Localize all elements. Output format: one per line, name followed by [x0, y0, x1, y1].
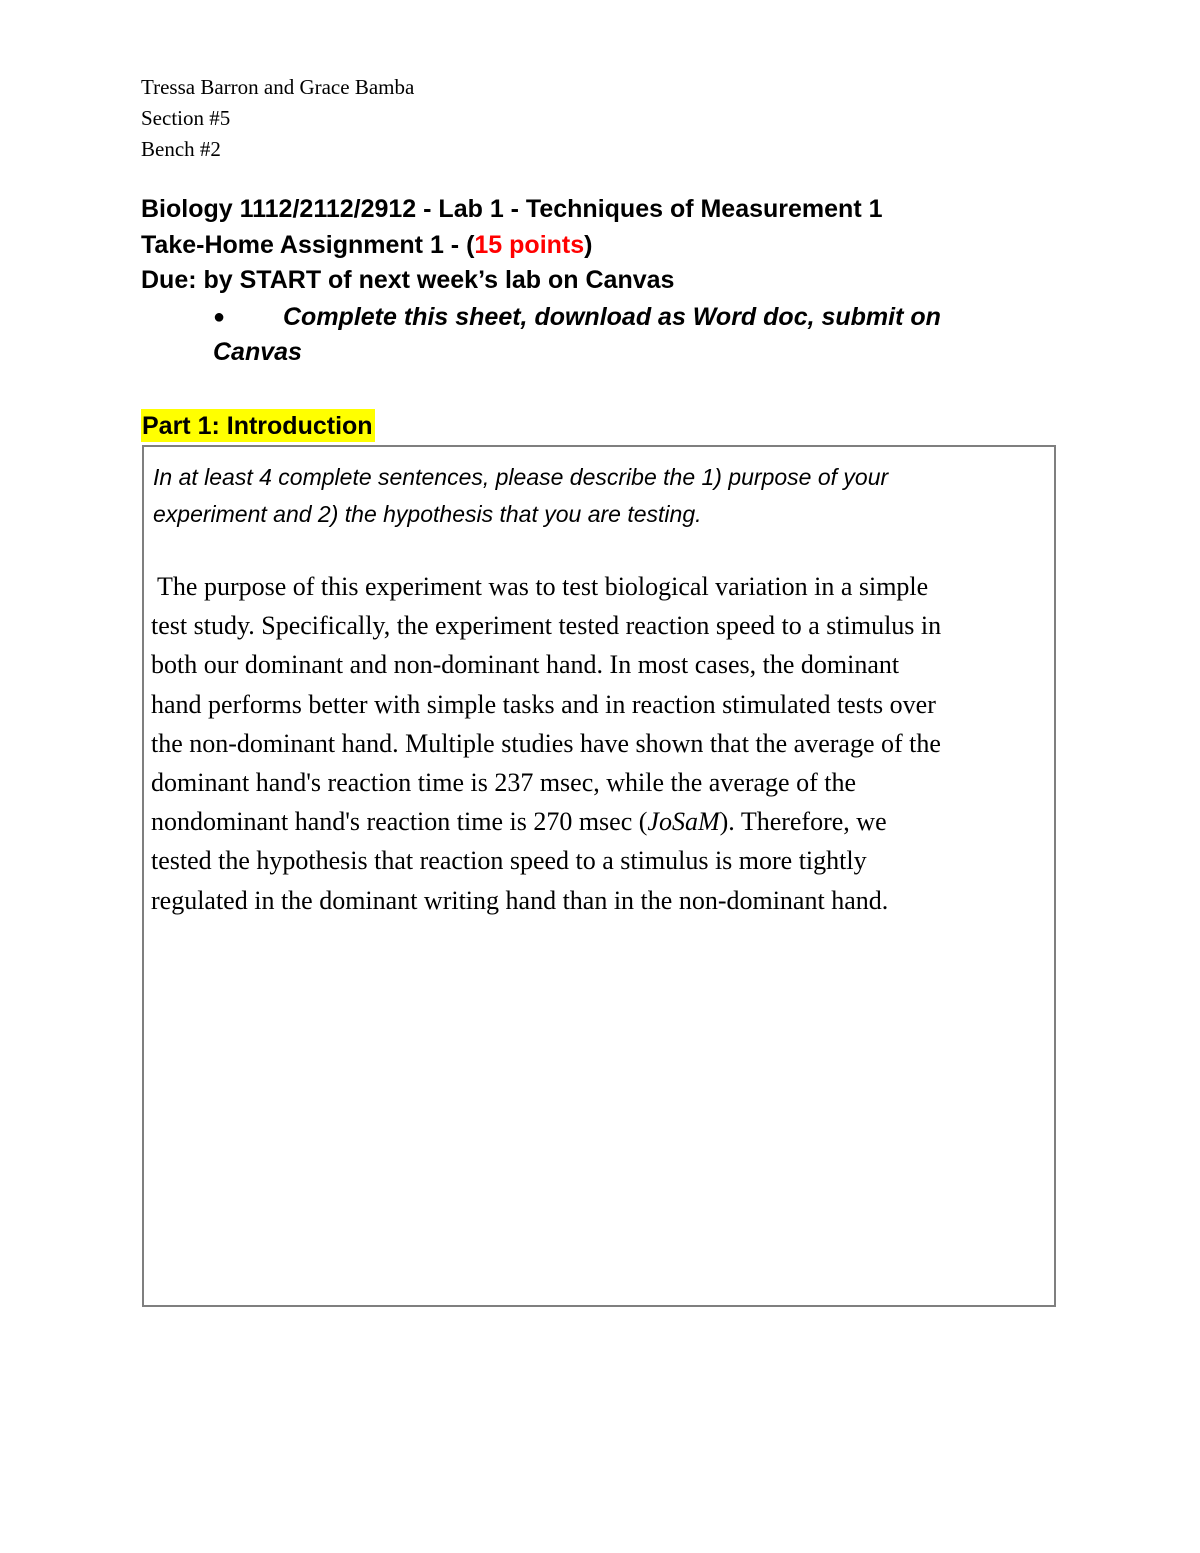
assignment-points-line: [141, 229, 592, 261]
course-lab-title: Biology 1112/2112/2912 - Lab 1 - Techniques of Measurement 1: [141, 195, 883, 223]
answer-line-2: test study. Specifically, the experiment tested reaction speed to a stimulus in: [151, 611, 942, 641]
answer-line-9: regulated in the dominant writing hand than in the non-dominant hand.: [151, 885, 889, 915]
answer-line-7-start: nondominant hand's reaction time is 270 msec (: [151, 807, 648, 837]
due-date-line: Due: by START of next week’s lab on Canvas: [141, 266, 675, 294]
assignment-label: Take-Home Assignment 1 - (: [141, 231, 475, 259]
citation: JoSaM: [647, 807, 720, 837]
answer-line-5: the non-dominant hand. Multiple studies have shown that the average of the: [151, 728, 941, 758]
answer-line-4: hand performs better with simple tasks and in reaction stimulated tests over: [151, 689, 936, 719]
instruction-text-line1: Complete this sheet, download as Word doc, submit on: [283, 303, 941, 331]
bench-number: Bench #2: [141, 137, 221, 161]
prompt-line-2: experiment and 2) the hypothesis that you are testing.: [153, 501, 702, 527]
closing-paren: ): [584, 231, 593, 259]
instruction-text-line2: Canvas: [213, 338, 302, 366]
introduction-prompt: [153, 459, 1043, 533]
introduction-answer-box[interactable]: [142, 445, 1056, 1307]
points-value: 15 points: [474, 231, 585, 259]
answer-line-7-end: ). Therefore, we: [719, 807, 887, 837]
bullet-icon: ●: [213, 306, 226, 328]
answer-line-8: tested the hypothesis that reaction speed to a stimulus is more tightly: [151, 846, 867, 876]
section-number: Section #5: [141, 106, 231, 130]
part1-heading: Part 1: Introduction: [141, 409, 375, 442]
answer-line-1: The purpose of this experiment was to test biological variation in a simple: [151, 572, 929, 601]
answer-line-7: [151, 802, 1051, 841]
author-names: Tressa Barron and Grace Bamba: [141, 75, 415, 99]
instruction-bullet-continuation: [141, 336, 1041, 368]
introduction-answer-text: [151, 567, 1051, 920]
prompt-line-1: In at least 4 complete sentences, please describe the 1) purpose of your: [153, 464, 889, 490]
answer-line-3: both our dominant and non-dominant hand. In most cases, the dominant: [151, 650, 900, 680]
instruction-bullet: [141, 301, 1041, 333]
answer-line-6: dominant hand's reaction time is 237 msec, while the average of the: [151, 768, 857, 798]
